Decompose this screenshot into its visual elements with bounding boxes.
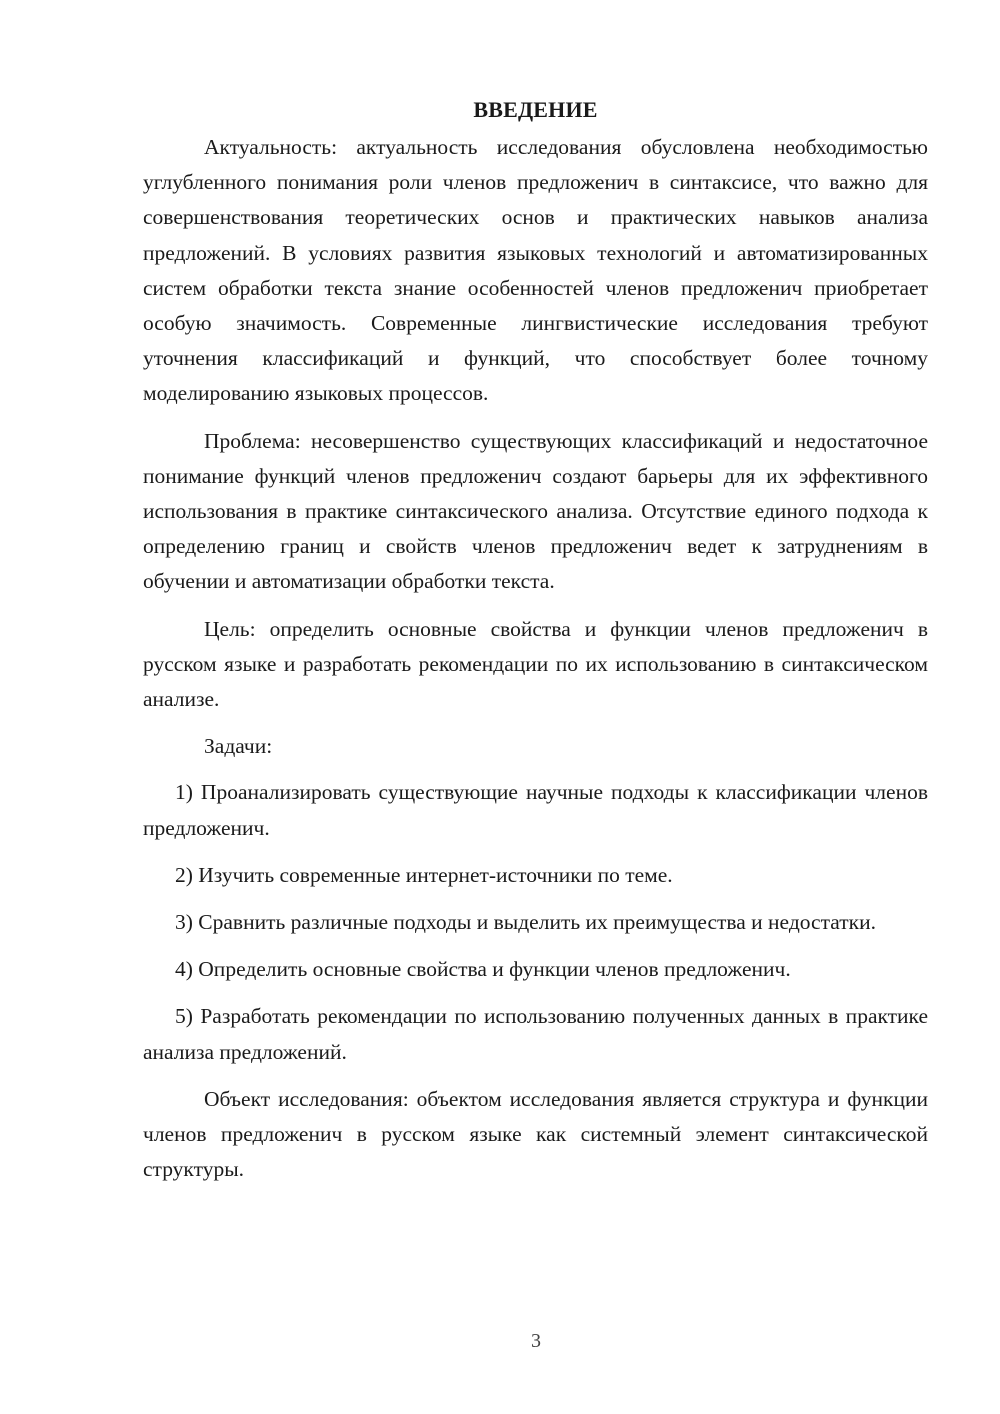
task-item: 3) Сравнить различные подходы и выделить их преимущества и недостатки. [175,910,876,935]
task-item: 2) Изучить современные интернет-источники по теме. [175,862,673,887]
goal-paragraph: Цель: определить основные свойства и функции членов предложенич в русском языке и разработать рекомендации по их использованию в синтаксическом анализе. [143,616,928,712]
problem-paragraph: Проблема: несовершенство существующих классификаций и недостаточное понимание функций членов предложенич создают барьеры для их эффективного использования в практике синтаксического анализа. Отсутствие единого подхода к определению границ и свойств членов предложенич ведет к затруднениям в обучении и автоматизации обработки текста. [143,428,928,594]
object-paragraph: Объект исследования: объектом исследования является структура и функции членов предложенич в русском языке как системный элемент синтаксической структуры. [143,1086,928,1182]
task-item: 4) Определить основные свойства и функции членов предложенич. [175,957,791,982]
page-number: 3 [531,1330,541,1352]
page-heading: ВВЕДЕНИЕ [473,97,598,122]
tasks-list [143,775,928,1069]
task-item: 5) Разработать рекомендации по использованию полученных данных в практике анализа предложений. [143,1004,928,1064]
relevance-paragraph: Актуальность: актуальность исследования обусловлена необходимостью углубленного понимания роли членов предложенич в синтаксисе, что важно для совершенствования теоретических основ и практических навыков анализа предложений. В условиях развития языковых технологий и автоматизированных систем обработки текста знание особенностей членов предложенич приобретает особую значимость. Современные лингвистические исследования требуют уточнения классификаций и функций, что способствует более точному моделированию языковых процессов. [143,135,928,406]
tasks-label: Задачи: [204,734,273,759]
document-page [143,92,928,1199]
task-item: 1) Проанализировать существующие научные подходы к классификации членов предложенич. [143,780,928,840]
